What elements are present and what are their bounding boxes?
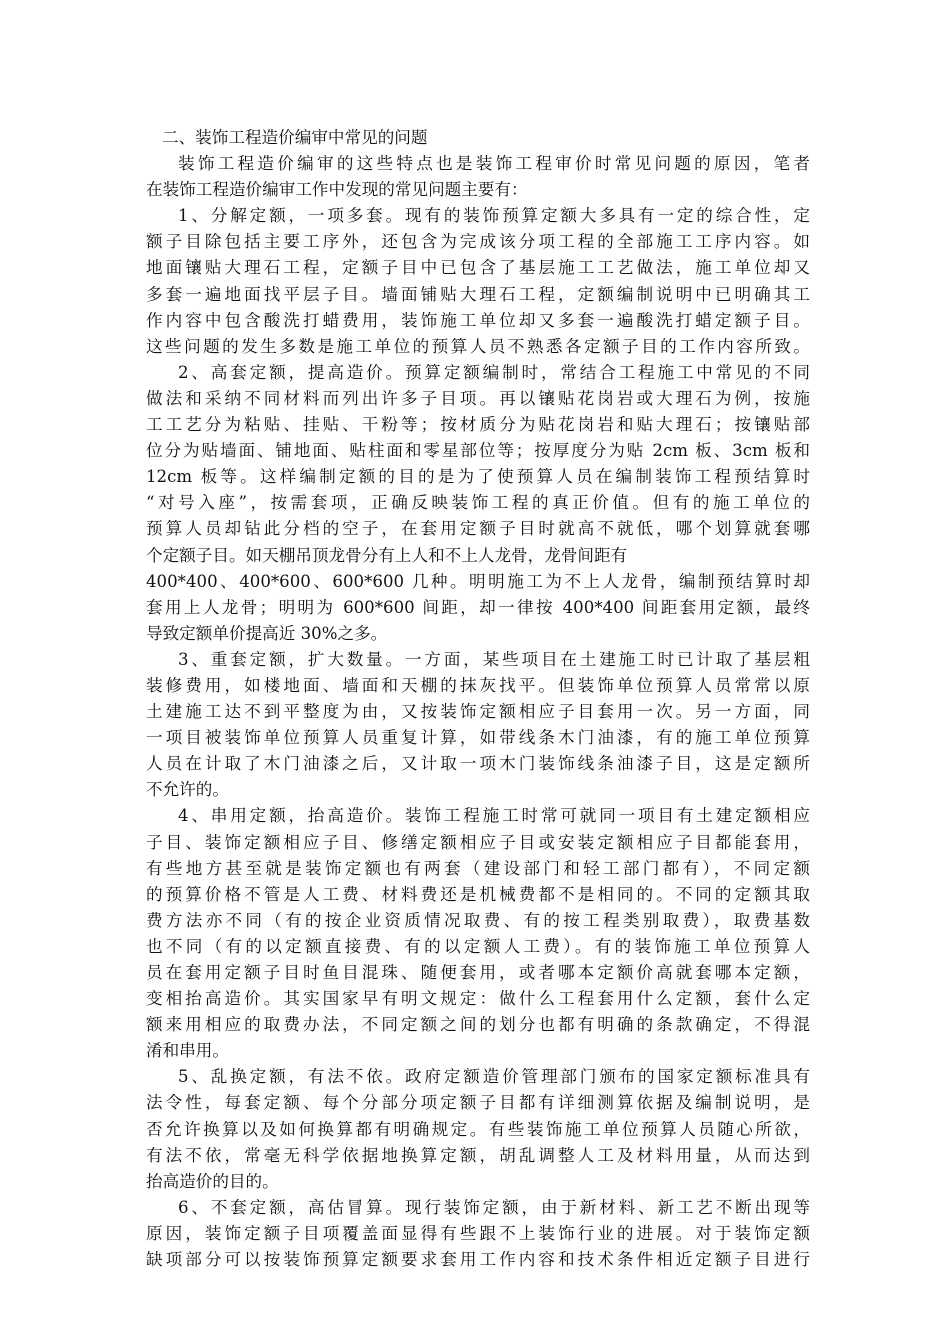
paragraph-line: 2、高套定额，提高造价。预算定额编制时，常结合工程施工中常见的不同 [178, 362, 810, 382]
paragraph-line: 有些地方甚至就是装饰定额也有两套（建设部门和轻工部门都有），不同定额 [146, 858, 810, 878]
paragraph-line: 装饰工程造价编审的这些特点也是装饰工程审价时常见问题的原因，笔者 [178, 154, 810, 174]
paragraph-line: 抬高造价的目的。 [146, 1171, 279, 1191]
paragraph-item-5 [146, 1064, 810, 1194]
paragraph-line: 这些问题的发生多数是施工单位的预算人员不熟悉各定额子目的工作内容所致。 [146, 336, 810, 356]
paragraph-line: 额来用相应的取费办法，不同定额之间的划分也都有明确的条款确定，不得混 [146, 1015, 810, 1035]
paragraph-line: 原因，装饰定额子目项覆盖面显得有些跟不上装饰行业的进展。对于装饰定额 [146, 1223, 810, 1243]
paragraph-line: 子目、装饰定额相应子目、修缮定额相应子目或安装定额相应子目都能套用， [146, 832, 810, 852]
paragraph-item-3 [146, 647, 810, 804]
paragraph-line: 装修费用，如楼地面、墙面和天棚的抹灰找平。但装饰单位预算人员常常以原 [146, 675, 810, 695]
paragraph-line: 缺项部分可以按装饰预算定额要求套用工作内容和技术条件相近定额子目进行 [146, 1250, 810, 1270]
paragraph-line: 4、串用定额，抬高造价。装饰工程施工时常可就同一项目有土建定额相应 [178, 806, 810, 826]
paragraph-line: 预算人员却钻此分档的空子，在套用定额子目时就高不就低，哪个划算就套哪 [146, 519, 810, 539]
paragraph-line: 位分为贴墙面、铺地面、贴柱面和零星部位等；按厚度分为贴 2cm 板、3cm 板和 [146, 441, 810, 461]
paragraph-line: 工工艺分为粘贴、挂贴、干粉等；按材质分为贴花岗岩和贴大理石；按镶贴部 [146, 415, 810, 435]
paragraph-line: 多套一遍地面找平层子目。墙面铺贴大理石工程，定额编制说明中已明确其工 [146, 284, 810, 304]
document-body [146, 125, 810, 1273]
paragraph-line: 地面镶贴大理石工程，定额子目中已包含了基层施工工艺做法，施工单位却又 [146, 258, 810, 278]
paragraph-line: 费方法亦不同（有的按企业资质情况取费、有的按工程类别取费），取费基数 [146, 910, 810, 930]
paragraph-line: 12cm 板等。这样编制定额的目的是为了使预算人员在编制装饰工程预结算时 [146, 467, 810, 487]
paragraph-intro [146, 151, 810, 203]
paragraph-line: 6、不套定额，高估冒算。现行装饰定额，由于新材料、新工艺不断出现等 [178, 1197, 810, 1217]
paragraph-line: 一项目被装饰单位预算人员重复计算，如带线条木门油漆，有的施工单位预算 [146, 728, 810, 748]
paragraph-line: 5、乱换定额，有法不依。政府定额造价管理部门颁布的国家定额标准具有 [178, 1067, 810, 1087]
paragraph-line: 变相抬高造价。其实国家早有明文规定：做什么工程套用什么定额，套什么定 [146, 989, 810, 1009]
paragraph-item-4 [146, 803, 810, 1064]
paragraph-line: 人员在计取了木门油漆之后，又计取一项木门装饰线条油漆子目，这是定额所 [146, 754, 810, 774]
paragraph-item-6 [146, 1195, 810, 1273]
paragraph-line: “对号入座”，按需套项，正确反映装饰工程的真正价值。但有的施工单位的 [146, 493, 810, 513]
paragraph-line: 在装饰工程造价编审工作中发现的常见问题主要有： [146, 180, 528, 200]
paragraph-line: 有法不依，常毫无科学依据地换算定额，胡乱调整人工及材料用量，从而达到 [146, 1145, 810, 1165]
paragraph-line: 400*400、400*600、600*600 几种。明明施工为不上人龙骨，编制预结算时却 [146, 571, 810, 591]
paragraph-line: 员在套用定额子目时鱼目混珠、随便套用，或者哪本定额价高就套哪本定额， [146, 963, 810, 982]
paragraph-line: 额子目除包括主要工序外，还包含为完成该分项工程的全部施工工序内容。如 [146, 232, 810, 252]
paragraph-line: 淆和串用。 [146, 1041, 229, 1061]
paragraph-item-2 [146, 360, 810, 647]
paragraph-line: 不允许的。 [146, 780, 229, 800]
paragraph-line: 导致定额单价提高近 30%之多。 [146, 623, 388, 643]
paragraph-line: 1、分解定额，一项多套。现有的装饰预算定额大多具有一定的综合性，定 [178, 206, 810, 226]
paragraph-line: 个定额子目。如天棚吊顶龙骨分有上人和不上人龙骨，龙骨间距有 [146, 545, 628, 565]
section-heading: 二、装饰工程造价编审中常见的问题 [162, 128, 428, 147]
paragraph-item-1 [146, 203, 810, 360]
paragraph-line: 否允许换算以及如何换算都有明确规定。有些装饰施工单位预算人员随心所欲， [146, 1119, 810, 1139]
paragraph-line: 土建施工达不到平整度为由，又按装饰定额相应子目套用一次。另一方面，同 [146, 702, 810, 722]
paragraph-line: 也不同（有的以定额直接费、有的以定额人工费）。有的装饰施工单位预算人 [146, 936, 810, 956]
paragraph-line: 法令性，每套定额、每个分部分项定额子目都有详细测算依据及编制说明，是 [146, 1093, 810, 1113]
paragraph-line: 作内容中包含酸洗打蜡费用，装饰施工单位却又多套一遍酸洗打蜡定额子目。 [146, 310, 810, 330]
paragraph-line: 3、重套定额，扩大数量。一方面，某些项目在土建施工时已计取了基层粗 [178, 649, 810, 669]
paragraph-line: 套用上人龙骨；明明为 600*600 间距，却一律按 400*400 间距套用定额，最终 [146, 597, 810, 617]
paragraph-line: 做法和采纳不同材料而列出许多子目项。再以镶贴花岗岩或大理石为例，按施 [146, 388, 810, 408]
paragraph-line: 的预算价格不管是人工费、材料费还是机械费都不是相同的。不同的定额其取 [146, 884, 810, 904]
